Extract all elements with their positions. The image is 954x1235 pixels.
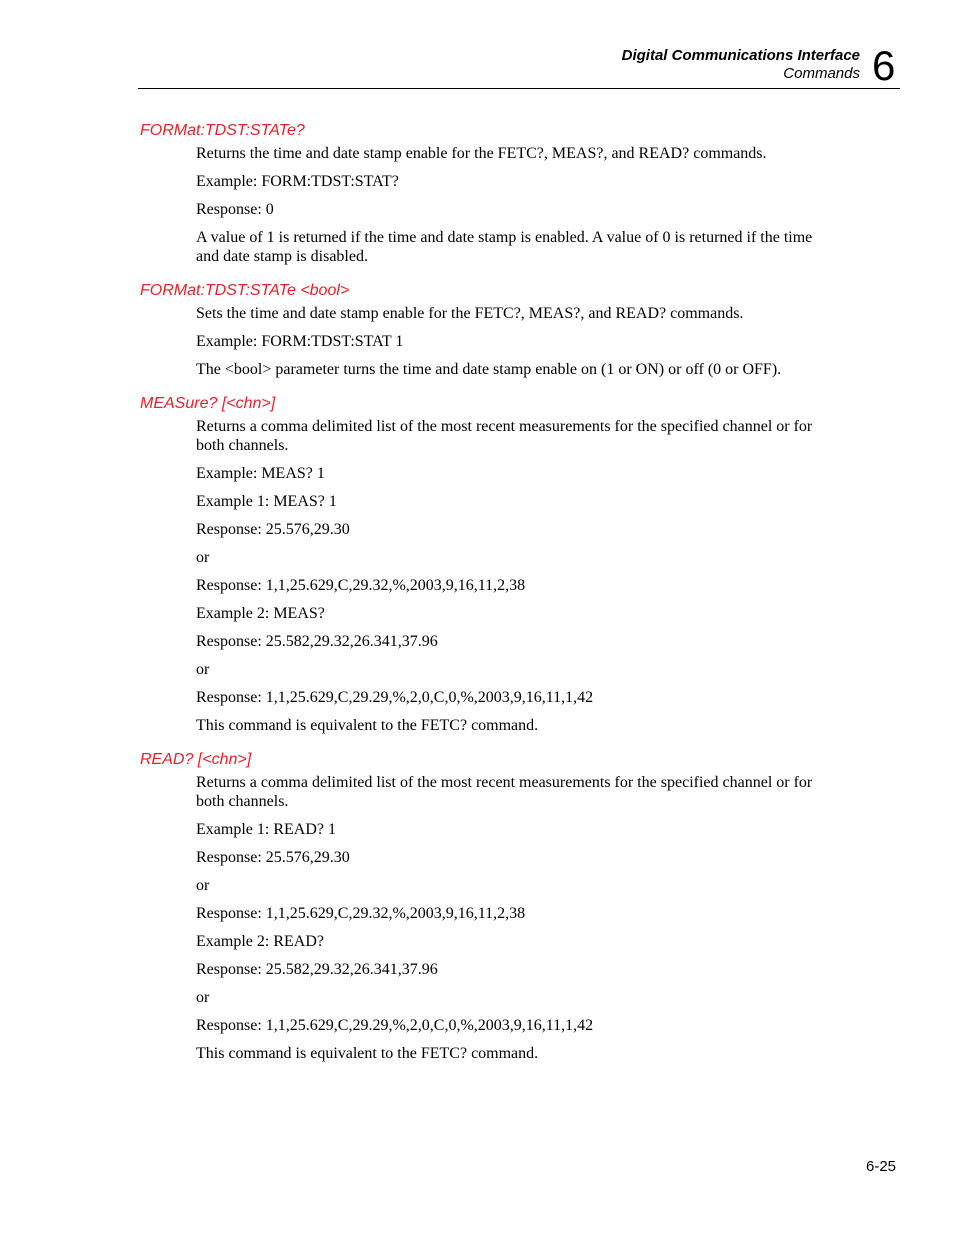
paragraph: Sets the time and date stamp enable for the FETC?, MEAS?, and READ? commands.	[196, 305, 744, 322]
paragraph: Response: 25.582,29.32,26.341,37.96	[196, 633, 438, 650]
paragraph: or	[196, 661, 210, 678]
section-body	[196, 417, 816, 735]
paragraph: Example 2: READ?	[196, 933, 324, 950]
section-body	[196, 304, 816, 379]
paragraph: Response: 1,1,25.629,C,29.32,%,2003,9,16,11,2,38	[196, 577, 526, 594]
command-heading: MEASure? [<chn>]	[140, 395, 276, 412]
paragraph: Response: 25.576,29.30	[196, 521, 350, 538]
paragraph: Example: FORM:TDST:STAT 1	[196, 333, 404, 350]
section-measure	[140, 393, 820, 735]
header-rule	[138, 88, 900, 89]
section-read	[140, 749, 820, 1063]
paragraph: A value of 1 is returned if the time and date stamp is enabled. A value of 0 is returned if the time and date stamp is disabled.	[196, 229, 813, 265]
command-heading: READ? [<chn>]	[140, 751, 252, 768]
section-format-tdst-state-set	[140, 280, 820, 379]
command-heading: FORMat:TDST:STATe?	[140, 122, 305, 139]
paragraph: or	[196, 877, 210, 894]
paragraph: or	[196, 549, 210, 566]
paragraph: This command is equivalent to the FETC? command.	[196, 1045, 539, 1062]
section-body	[196, 773, 816, 1063]
paragraph: Response: 1,1,25.629,C,29.29,%,2,0,C,0,%,2003,9,16,11,1,42	[196, 689, 594, 706]
paragraph: Response: 25.582,29.32,26.341,37.96	[196, 961, 438, 978]
paragraph: Response: 25.576,29.30	[196, 849, 350, 866]
paragraph: Response: 1,1,25.629,C,29.32,%,2003,9,16,11,2,38	[196, 905, 526, 922]
section-body	[196, 144, 816, 266]
page-number: 6-25	[866, 1158, 897, 1175]
page-content	[140, 120, 820, 1077]
paragraph: Example: MEAS? 1	[196, 465, 325, 482]
paragraph: or	[196, 989, 210, 1006]
chapter-number: 6	[872, 42, 896, 89]
paragraph: Example 1: MEAS? 1	[196, 493, 337, 510]
paragraph: This command is equivalent to the FETC? command.	[196, 717, 539, 734]
paragraph: Response: 0	[196, 201, 274, 218]
paragraph: Example 1: READ? 1	[196, 821, 336, 838]
paragraph: Returns a comma delimited list of the most recent measurements for the specified channel or for both channels.	[196, 418, 813, 454]
paragraph: Returns the time and date stamp enable for the FETC?, MEAS?, and READ? commands.	[196, 145, 767, 162]
paragraph: The <bool> parameter turns the time and date stamp enable on (1 or ON) or off (0 or OFF).	[196, 361, 782, 378]
header-title: Digital Communications Interface	[621, 47, 860, 64]
header-subtitle: Commands	[783, 65, 860, 82]
paragraph: Returns a comma delimited list of the most recent measurements for the specified channel or for both channels.	[196, 774, 813, 810]
paragraph: Example: FORM:TDST:STAT?	[196, 173, 399, 190]
paragraph: Example 2: MEAS?	[196, 605, 325, 622]
section-format-tdst-state-query	[140, 120, 820, 266]
paragraph: Response: 1,1,25.629,C,29.29,%,2,0,C,0,%,2003,9,16,11,1,42	[196, 1017, 594, 1034]
command-heading: FORMat:TDST:STATe <bool>	[140, 282, 350, 299]
